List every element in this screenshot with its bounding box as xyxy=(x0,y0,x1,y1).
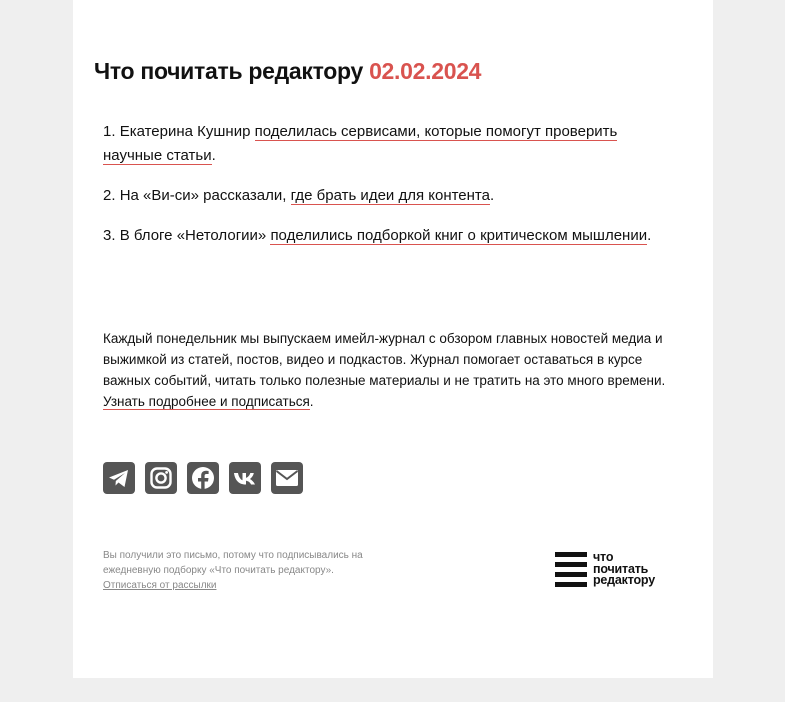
about-paragraph xyxy=(103,328,688,412)
page-title xyxy=(94,58,481,85)
logo-line: почитать xyxy=(593,561,649,576)
item-suffix: . xyxy=(647,227,652,244)
vk-icon[interactable] xyxy=(229,462,261,494)
logo-line: редактору xyxy=(593,573,655,587)
item-number: 2. xyxy=(103,187,116,204)
item-suffix: . xyxy=(211,147,216,164)
facebook-icon[interactable] xyxy=(187,462,219,494)
item-prefix: В блоге «Нетологии» xyxy=(119,227,271,244)
list-item xyxy=(103,120,673,168)
about-text: Каждый понедельник мы выпускаем имейл-журнал с обзором главных новостей медиа и выжимкой из статей, постов, видео и подкастов. Журнал помогает оставаться в курсе важных событий, читать только полезные материалы и не тратить на это много времени. xyxy=(103,331,666,388)
about-suffix: . xyxy=(309,394,314,409)
item-number: 3. xyxy=(103,227,116,244)
article-link[interactable]: поделились подборкой книг о критическом мышлении xyxy=(270,227,648,244)
email-icon[interactable] xyxy=(271,462,303,494)
item-prefix: На «Ви-си» рассказали, xyxy=(119,187,291,204)
article-link[interactable]: где брать идеи для контента xyxy=(290,187,490,204)
item-suffix: . xyxy=(489,187,495,204)
brand-logo xyxy=(555,552,685,590)
footer-note xyxy=(103,548,393,593)
article-link[interactable]: поделилась сервисами, которые помогут проверить научные статьи xyxy=(103,123,618,164)
telegram-icon[interactable] xyxy=(103,462,135,494)
instagram-icon[interactable] xyxy=(145,462,177,494)
list-item xyxy=(103,184,673,208)
title-date: 02.02.2024 xyxy=(369,58,482,84)
logo-wordmark xyxy=(593,552,655,590)
subscribe-link[interactable]: Узнать подробнее и подписаться xyxy=(103,394,310,409)
list-item xyxy=(103,224,673,248)
social-links xyxy=(103,462,303,494)
logo-mark xyxy=(555,552,587,587)
footer-text: Вы получили это письмо, потому что подписывались на ежедневную подборку «Что почитать редактору». xyxy=(103,550,363,576)
item-prefix: Екатерина Кушнир xyxy=(119,123,255,140)
email-card xyxy=(73,0,713,678)
article-list xyxy=(103,120,673,264)
unsubscribe-link[interactable]: Отписаться от рассылки xyxy=(103,580,217,591)
logo-line: что xyxy=(593,550,614,564)
item-number: 1. xyxy=(103,123,116,140)
title-text: Что почитать редактору xyxy=(94,58,363,84)
